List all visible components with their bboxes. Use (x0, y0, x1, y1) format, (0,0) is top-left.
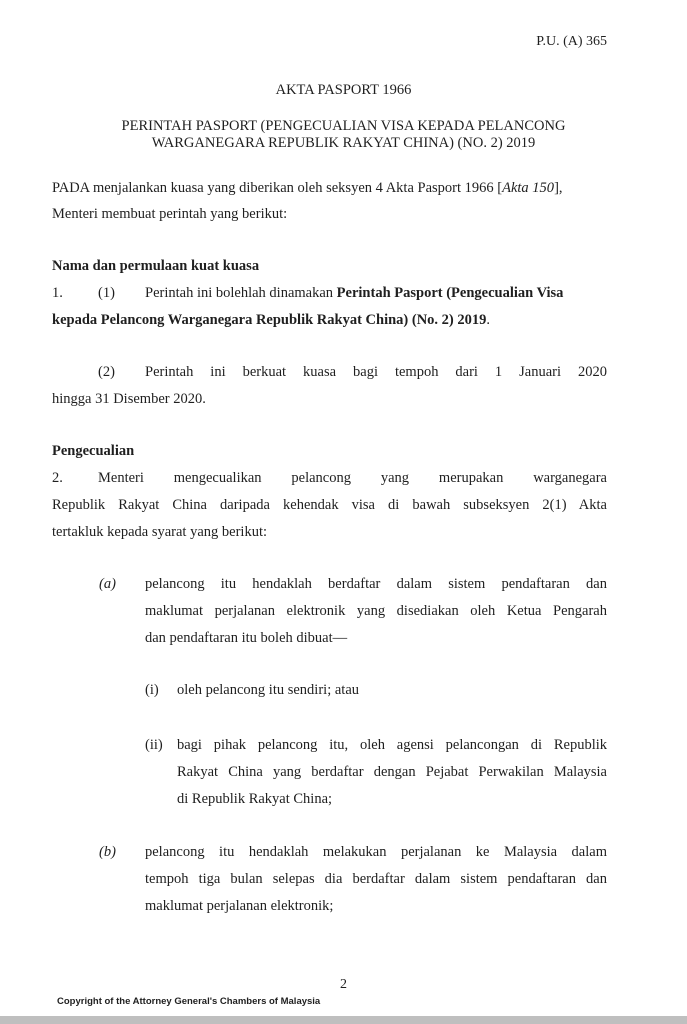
subsection-1-text: Perintah ini bolehlah dinamakan (145, 285, 337, 301)
subsection-1-line-2 (52, 307, 490, 334)
section-1-number: 1. (52, 285, 63, 301)
paragraph-b-label (99, 839, 116, 866)
section-2-line-2: Republik Rakyat China daripada kehendak visa di bawah subseksyen 2(1) Akta (52, 497, 607, 513)
section-2-line-1: Menteri mengecualikan pelancong yang merupakan warganegara (98, 470, 607, 486)
section-2-line-3: tertakluk kepada syarat yang berikut: (52, 524, 268, 540)
paragraph-b-line-2: tempoh tiga bulan selepas dia berdaftar dalam sistem pendaftaran dan (145, 871, 607, 887)
subsection-1-line-1 (145, 280, 607, 307)
paragraph-a-label (99, 571, 116, 598)
preamble-line-1 (52, 175, 612, 202)
subparagraph-ii-line-1: bagi pihak pelancong itu, oleh agensi pelancongan di Republik (177, 737, 607, 753)
page-number: 2 (340, 977, 347, 992)
copyright-notice: Copyright of the Attorney General's Chambers of Malaysia (57, 996, 321, 1007)
bottom-edge (0, 1016, 687, 1024)
subparagraph-ii-label: (ii) (145, 737, 163, 753)
paragraph-b-line-1: pelancong itu hendaklah melakukan perjalanan ke Malaysia dalam (145, 844, 607, 860)
subsection-1-end: . (486, 312, 490, 328)
paragraph-b-letter: (b) (99, 844, 116, 860)
paragraph-a-line-2: maklumat perjalanan elektronik yang disediakan oleh Ketua Pengarah (145, 603, 607, 619)
preamble-text-end: ], (554, 180, 563, 196)
subsection-1-number: (1) (98, 285, 115, 301)
document-reference: P.U. (A) 365 (536, 34, 607, 49)
preamble-line-2: Menteri membuat perintah yang berikut: (52, 206, 288, 222)
subsection-2-number: (2) (98, 364, 115, 380)
preamble-text: PADA menjalankan kuasa yang diberikan oleh seksyen 4 Akta Pasport 1966 [ (52, 180, 503, 196)
act-citation: Akta 150 (502, 180, 555, 196)
paragraph-a-line-3: dan pendaftaran itu boleh dibuat— (145, 630, 348, 646)
act-title: AKTA PASPORT 1966 (275, 82, 412, 98)
short-title-part-1: Perintah Pasport (Pengecualian Visa (336, 285, 564, 301)
section-2-number: 2. (52, 470, 63, 486)
paragraph-a-letter: (a) (99, 576, 116, 592)
subparagraph-ii-line-3: di Republik Rakyat China; (177, 791, 333, 807)
paragraph-b-line-3: maklumat perjalanan elektronik; (145, 898, 334, 914)
short-title-part-2: kepada Pelancong Warganegara Republik Rakyat China) (No. 2) 2019 (52, 312, 487, 328)
section-1-heading: Nama dan permulaan kuat kuasa (52, 258, 260, 274)
paragraph-a-line-1: pelancong itu hendaklah berdaftar dalam sistem pendaftaran dan (145, 576, 607, 592)
subparagraph-ii-line-2: Rakyat China yang berdaftar dengan Pejabat Perwakilan Malaysia (177, 764, 607, 780)
subsection-2-line-2: hingga 31 Disember 2020. (52, 391, 206, 407)
order-title-line-1: PERINTAH PASPORT (PENGECUALIAN VISA KEPADA PELANCONG (121, 118, 566, 134)
subsection-2-line-1: Perintah ini berkuat kuasa bagi tempoh dari 1 Januari 2020 (145, 364, 607, 380)
subparagraph-i-text: oleh pelancong itu sendiri; atau (177, 682, 360, 698)
order-title-line-2: WARGANEGARA REPUBLIK RAKYAT CHINA) (NO. 2) 2019 (151, 135, 536, 151)
subparagraph-i-label: (i) (145, 682, 159, 698)
section-2-heading: Pengecualian (52, 443, 135, 459)
